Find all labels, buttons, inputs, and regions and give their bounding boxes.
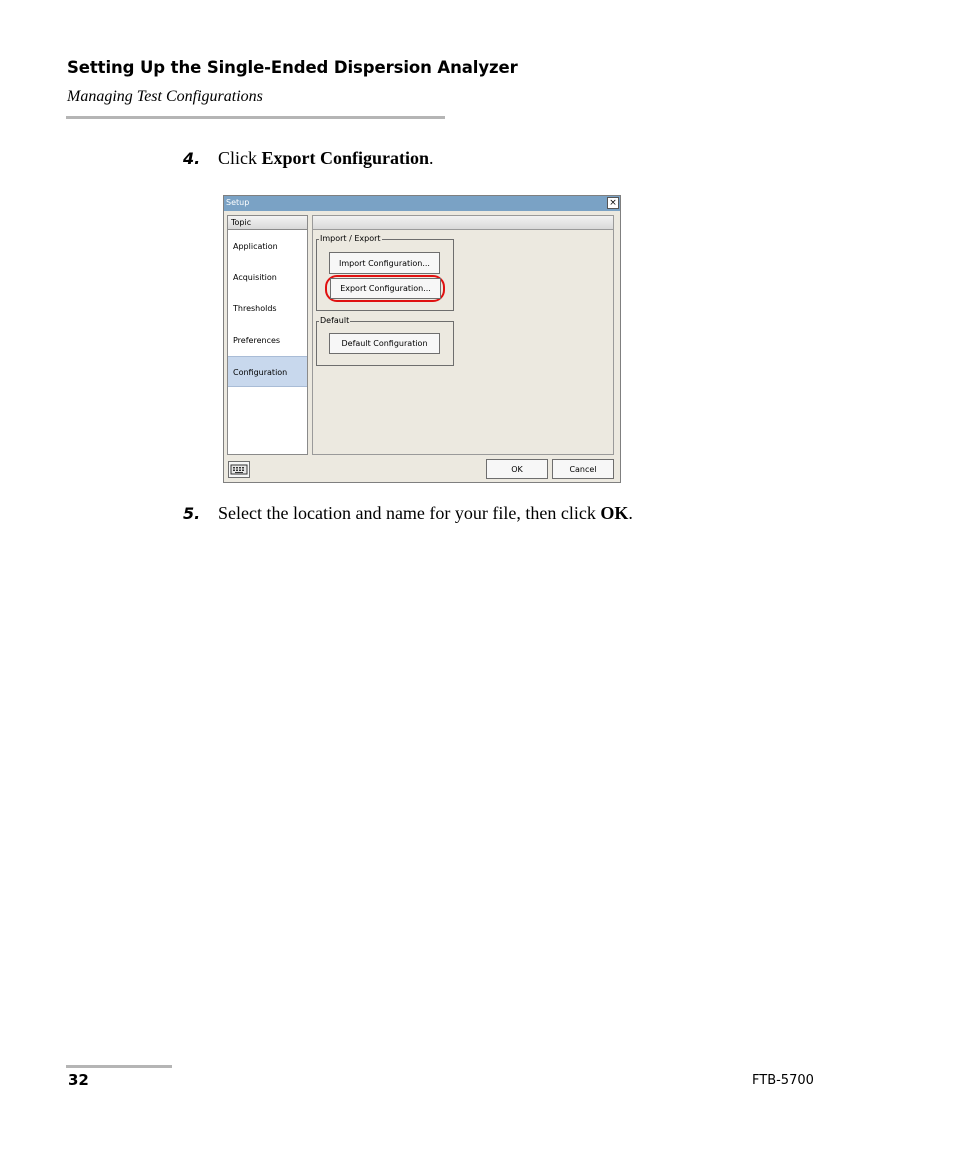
import-configuration-button[interactable]: Import Configuration... xyxy=(329,252,440,274)
content-header xyxy=(313,216,613,230)
group-label: Import / Export xyxy=(320,234,381,243)
group-label: Default xyxy=(320,316,350,325)
import-export-group xyxy=(316,234,454,311)
step-text: Select the location and name for your file, then click OK. xyxy=(218,503,633,523)
step-number: 5. xyxy=(183,504,201,523)
header-title: Setting Up the Single-Ended Dispersion Analyzer xyxy=(67,58,518,77)
footer-rule xyxy=(66,1065,172,1068)
step-number: 4. xyxy=(183,149,201,168)
topic-header: Topic xyxy=(228,216,307,230)
setup-dialog xyxy=(223,195,621,483)
export-configuration-button[interactable]: Export Configuration... xyxy=(330,278,441,299)
dialog-title: Setup xyxy=(226,198,250,207)
topic-item-configuration[interactable]: Configuration xyxy=(228,356,307,387)
close-icon[interactable]: × xyxy=(607,197,619,209)
topic-item-application[interactable]: Application xyxy=(233,242,278,251)
step-text: Click Export Configuration. xyxy=(218,148,434,168)
topic-item-thresholds[interactable]: Thresholds xyxy=(233,304,277,313)
keyboard-icon xyxy=(229,462,249,477)
content-panel xyxy=(312,215,614,455)
keyboard-button[interactable] xyxy=(228,461,250,478)
header-subtitle: Managing Test Configurations xyxy=(67,88,263,105)
dialog-titlebar xyxy=(224,196,620,211)
topic-item-preferences[interactable]: Preferences xyxy=(233,336,281,345)
topic-panel xyxy=(227,215,308,455)
product-name: FTB-5700 xyxy=(752,1073,814,1088)
header-rule xyxy=(66,116,445,119)
default-group xyxy=(316,316,454,366)
topic-item-acquisition[interactable]: Acquisition xyxy=(233,273,277,282)
ok-button[interactable]: OK xyxy=(486,459,548,479)
page-number: 32 xyxy=(68,1071,89,1089)
cancel-button[interactable]: Cancel xyxy=(552,459,614,479)
default-configuration-button[interactable]: Default Configuration xyxy=(329,333,440,354)
